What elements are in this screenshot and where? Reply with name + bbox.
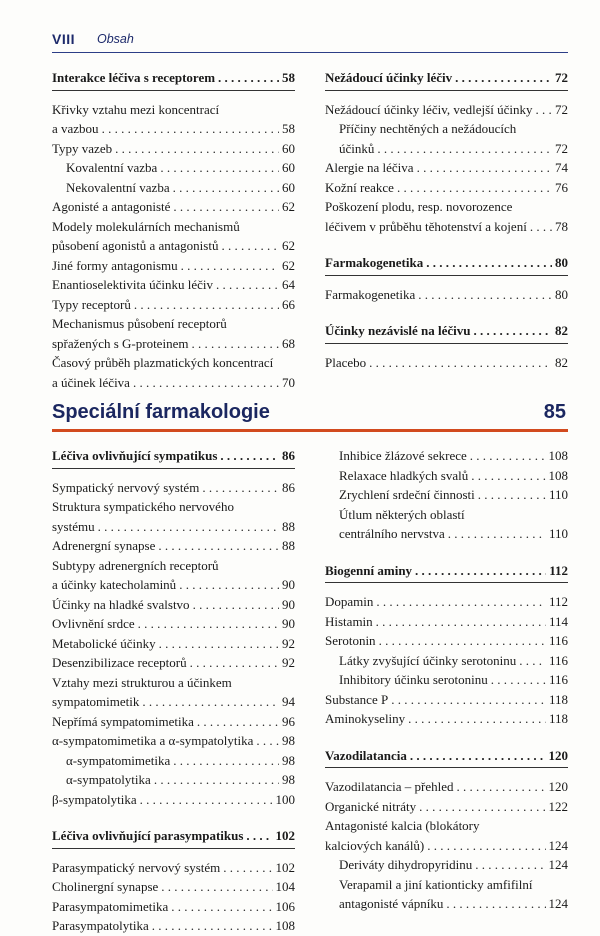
toc-entry-page: 92: [282, 655, 295, 670]
leader-dots: [173, 178, 279, 198]
toc-entry-label: Agonisté a antagonisté: [52, 199, 171, 214]
leader-dots: [191, 334, 279, 354]
toc-entry-label: Zrychlení srdeční činnosti: [339, 487, 475, 502]
toc-entry-page: 80: [555, 286, 568, 302]
leader-dots: [410, 746, 546, 766]
toc-entry-page: 118: [548, 691, 568, 707]
toc-entry-label: Histamin: [325, 613, 373, 629]
toc-entry-label: Relaxace hladkých svalů: [339, 467, 469, 483]
leader-dots: [202, 478, 279, 498]
toc-section-heading[interactable]: [52, 68, 295, 91]
toc-entry[interactable]: [52, 178, 295, 198]
toc-entry[interactable]: [52, 575, 295, 595]
toc-entry-label: Farmakogenetika: [325, 255, 424, 270]
toc-entry-label: Vazodilatancia – přehled: [325, 779, 454, 794]
leader-dots: [158, 536, 279, 556]
toc-entry[interactable]: [52, 692, 295, 712]
toc-entry-page: 60: [282, 160, 295, 175]
toc-entry[interactable]: [52, 139, 295, 159]
toc-entry-page: 60: [282, 179, 295, 195]
toc-entry-label: Enantioselektivita účinku léčiv: [52, 277, 214, 292]
toc-entry-text: Modely molekulárních mechanismů: [52, 218, 240, 234]
leader-dots: [197, 712, 279, 732]
toc-entry-label: Inhibitory účinku serotoninu: [339, 672, 488, 687]
toc-entry-label: Parasympatický nervový systém: [52, 859, 221, 875]
toc-entry-page: 102: [275, 828, 295, 843]
toc-entry[interactable]: [325, 353, 568, 373]
toc-entry-label: α-sympatomimetika a α-sympatolytika: [52, 733, 254, 748]
spacer: [325, 729, 568, 746]
leader-dots: [193, 595, 279, 615]
toc-entry-page: 82: [555, 354, 568, 370]
leader-dots: [369, 353, 552, 373]
toc-entry-page: 110: [548, 487, 568, 502]
leader-dots: [530, 217, 552, 237]
leader-dots: [220, 446, 279, 466]
toc-entry-text: Časový průběh plazmatických koncentrací: [52, 355, 274, 370]
toc-entry-text: Verapamil a jiní kationticky amfifilní: [339, 876, 533, 892]
toc-entry[interactable]: [52, 536, 295, 556]
toc-entry-label: a účinky katecholaminů: [52, 577, 177, 592]
toc-entry-page: 64: [282, 277, 295, 292]
toc-entry-page: 68: [282, 335, 295, 351]
leader-dots: [160, 158, 279, 178]
leader-dots: [134, 295, 279, 315]
toc-entry-label: Nežádoucí účinky léčiv, vedlejší účinky: [325, 101, 533, 117]
toc-entry-label: Farmakogenetika: [325, 286, 416, 302]
leader-dots: [397, 178, 552, 198]
toc-entry[interactable]: [52, 197, 295, 217]
spacer: [325, 236, 568, 253]
leader-dots: [181, 256, 279, 276]
toc-entry-label: sympatomimetik: [52, 694, 140, 709]
toc-entry-page: 72: [555, 140, 568, 156]
toc-entry-text: Křivky vztahu mezi koncentrací: [52, 101, 220, 117]
toc-entry[interactable]: [325, 158, 568, 178]
leader-dots: [159, 634, 279, 654]
toc-entry-label: Nepřímá sympatomimetika: [52, 713, 194, 729]
toc-entry-label: spřažených s G-proteinem: [52, 335, 189, 351]
toc-entry-page: 108: [548, 467, 568, 483]
toc-entry-label: α-sympatolytika: [66, 772, 151, 787]
toc-entry-text: Poškození plodu, resp. novorozence: [325, 199, 513, 214]
toc-entry-label: Metabolické účinky: [52, 635, 156, 651]
leader-dots: [471, 466, 545, 486]
toc-entry-page: 98: [282, 733, 295, 748]
spacer: [325, 304, 568, 321]
toc-entry-page: 108: [275, 918, 295, 933]
toc-entry[interactable]: [52, 517, 295, 537]
toc-entry-label: Kožní reakce: [325, 179, 394, 195]
toc-entry-page: 124: [548, 896, 568, 911]
toc-entry[interactable]: [52, 858, 295, 878]
toc-entry-page: 58: [282, 121, 295, 136]
leader-dots: [140, 790, 273, 810]
toc-entry[interactable]: [325, 690, 568, 710]
leader-dots: [535, 100, 552, 120]
toc-entry-page: 92: [282, 635, 295, 651]
leader-dots: [218, 68, 279, 88]
leader-dots: [475, 855, 545, 875]
toc-entry-label: Placebo: [325, 354, 367, 370]
toc-entry-label: Jiné formy antagonismu: [52, 257, 178, 273]
toc-entry[interactable]: [52, 595, 295, 615]
toc-entry-label: Vazodilatancia: [325, 747, 407, 763]
toc-entry-page: 60: [282, 140, 295, 156]
toc-entry-page: 80: [555, 255, 568, 270]
toc-entry-page: 112: [548, 594, 568, 609]
toc-entry-page: 120: [548, 779, 568, 794]
toc-entry-page: 106: [275, 898, 295, 914]
toc-entry[interactable]: [52, 373, 295, 393]
toc-entry-label: systému: [52, 518, 95, 534]
leader-dots: [223, 858, 272, 878]
toc-entry[interactable]: [52, 158, 295, 178]
part-heading: [52, 401, 568, 432]
toc-entry-label: Parasympatolytika: [52, 918, 149, 933]
toc-entry-page: 98: [282, 772, 295, 787]
leader-dots: [256, 731, 279, 751]
toc-entry-label: Sympatický nervový systém: [52, 479, 200, 495]
toc-section-heading[interactable]: [325, 68, 568, 91]
leader-dots: [457, 777, 546, 797]
running-title: Obsah: [97, 32, 134, 46]
toc-entry[interactable]: [52, 295, 295, 315]
toc-entry-page: 98: [282, 752, 295, 768]
leader-dots: [138, 614, 279, 634]
toc-entry-page: 110: [548, 526, 568, 541]
toc-entry-label: Typy receptorů: [52, 296, 131, 312]
toc-column-bottom-right: [325, 446, 568, 914]
toc-entry-label: a účinek léčiva: [52, 374, 130, 390]
toc-entry[interactable]: [52, 653, 295, 673]
page-number: VIII: [52, 31, 76, 47]
toc-entry[interactable]: [52, 634, 295, 654]
leader-dots: [427, 836, 545, 856]
toc-entry-page: 120: [548, 747, 568, 763]
toc-entry[interactable]: [52, 614, 295, 634]
toc-entry-label: Parasympatomimetika: [52, 898, 169, 914]
toc-entry[interactable]: [325, 797, 568, 817]
toc-section-heading[interactable]: [325, 321, 568, 344]
leader-dots: [470, 446, 546, 466]
leader-dots: [133, 373, 279, 393]
toc-entry-label: Alergie na léčiva: [325, 160, 414, 175]
leader-dots: [173, 197, 279, 217]
toc-entry[interactable]: [325, 709, 568, 729]
toc-section-heading[interactable]: [325, 746, 568, 769]
leader-dots: [455, 68, 552, 88]
toc-entry-page: 122: [548, 798, 568, 814]
toc-entry-page: 88: [282, 538, 295, 553]
toc-entry[interactable]: [52, 751, 295, 771]
toc-entry-label: Substance P: [325, 691, 389, 707]
toc-entry-label: antagonisté vápníku: [339, 896, 444, 911]
toc-entry-page: 78: [555, 218, 568, 234]
leader-dots: [152, 916, 273, 936]
spacer: [52, 809, 295, 826]
toc-entry[interactable]: [52, 236, 295, 256]
toc-entry[interactable]: [52, 119, 295, 139]
page-header: [52, 30, 568, 53]
toc-entry-page: 62: [282, 199, 295, 214]
toc-entry[interactable]: [325, 631, 568, 651]
toc-entry-page: 104: [275, 879, 295, 894]
toc-entry-label: Nekovalentní vazba: [66, 179, 170, 195]
toc-entry-page: 124: [548, 857, 568, 872]
toc-section-heading[interactable]: [52, 826, 295, 849]
toc-entry-page: 62: [282, 257, 295, 273]
leader-dots: [142, 692, 279, 712]
toc-entry-label: Desenzibilizace receptorů: [52, 655, 187, 670]
leader-dots: [154, 770, 279, 790]
leader-dots: [246, 826, 272, 846]
leader-dots: [491, 670, 546, 690]
toc-entry[interactable]: [325, 651, 568, 671]
toc-entry-page: 88: [282, 518, 295, 534]
toc-entry-page: 116: [548, 633, 568, 648]
toc-entry-page: 116: [548, 672, 568, 687]
toc-entry-page: 62: [282, 238, 295, 253]
leader-dots: [190, 653, 279, 673]
leader-dots: [418, 285, 552, 305]
toc-entry-label: Inhibice žlázové sekrece: [339, 448, 467, 463]
toc-entry[interactable]: [325, 670, 568, 690]
leader-dots: [179, 575, 279, 595]
toc-entry-label: léčivem v průběhu těhotenství a kojení: [325, 218, 527, 234]
toc-entry-page: 96: [282, 713, 295, 729]
toc-entry-label: Účinky na hladké svalstvo: [52, 596, 190, 612]
leader-dots: [216, 275, 279, 295]
toc-entry-text: Útlum některých oblastí: [339, 506, 465, 522]
leader-dots: [391, 690, 546, 710]
toc-section-heading[interactable]: [325, 561, 568, 584]
toc-entry[interactable]: [325, 524, 568, 544]
toc-entry[interactable]: [325, 466, 568, 486]
toc-entry-text: Vztahy mezi strukturou a účinkem: [52, 674, 232, 690]
toc-entry-text: Mechanismus působení receptorů: [52, 316, 227, 331]
toc-entry-page: 86: [282, 448, 295, 463]
toc-entry-page: 94: [282, 694, 295, 709]
toc-entry[interactable]: [325, 285, 568, 305]
toc-entry-label: Organické nitráty: [325, 798, 417, 814]
leader-dots: [419, 797, 545, 817]
toc-entry[interactable]: [325, 139, 568, 159]
toc-entry[interactable]: [52, 916, 295, 936]
toc-section-heading[interactable]: [52, 446, 295, 469]
toc-entry[interactable]: [52, 334, 295, 354]
toc-entry[interactable]: [52, 897, 295, 917]
part-page-number: 85: [543, 401, 566, 423]
leader-dots: [98, 517, 279, 537]
toc-entry-label: Kovalentní vazba: [66, 160, 158, 175]
toc-entry-label: Aminokyseliny: [325, 711, 406, 726]
part-title: Speciální farmakologie: [52, 401, 270, 423]
toc-entry-page: 100: [275, 791, 295, 807]
toc-column-bottom-left: [52, 446, 295, 936]
leader-dots: [448, 524, 546, 544]
toc-entry-text: Struktura sympatického nervového: [52, 499, 234, 514]
leader-dots: [426, 253, 552, 273]
toc-entry[interactable]: [52, 790, 295, 810]
leader-dots: [115, 139, 279, 159]
toc-entry-label: Léčiva ovlivňující parasympatikus: [52, 828, 244, 843]
toc-entry[interactable]: [52, 275, 295, 295]
toc-entry-page: 74: [555, 160, 568, 175]
leader-dots: [474, 321, 552, 341]
toc-entry-page: 124: [548, 837, 568, 853]
toc-entry-page: 108: [548, 448, 568, 463]
toc-entry[interactable]: [52, 731, 295, 751]
toc-entry-label: Adrenergní synapse: [52, 538, 156, 553]
toc-entry-text: Subtypy adrenergních receptorů: [52, 557, 219, 573]
toc-column-top-right: [325, 68, 568, 372]
toc-entry[interactable]: [325, 836, 568, 856]
leader-dots: [102, 119, 279, 139]
leader-dots: [376, 592, 546, 612]
toc-entry-page: 90: [282, 577, 295, 592]
toc-entry[interactable]: [325, 855, 568, 875]
toc-entry[interactable]: [52, 256, 295, 276]
toc-entry[interactable]: [52, 877, 295, 897]
leader-dots: [417, 158, 552, 178]
leader-dots: [171, 897, 272, 917]
leader-dots: [377, 139, 552, 159]
toc-entry-label: účinků: [339, 140, 375, 156]
toc-entry-page: 86: [282, 479, 295, 495]
leader-dots: [221, 236, 279, 256]
leader-dots: [519, 651, 546, 671]
toc-entry-page: 72: [555, 101, 568, 117]
toc-entry-page: 72: [555, 70, 568, 85]
leader-dots: [446, 894, 545, 914]
toc-entry[interactable]: [325, 592, 568, 612]
toc-entry[interactable]: [325, 217, 568, 237]
toc-entry-label: Deriváty dihydropyridinu: [339, 857, 473, 872]
leader-dots: [173, 751, 279, 771]
toc-entry-label: Biogenní aminy: [325, 562, 413, 578]
toc-entry-page: 58: [282, 70, 295, 85]
toc-entry-label: Serotonin: [325, 633, 376, 648]
toc-entry-page: 70: [282, 374, 295, 390]
toc-entry-label: α-sympatomimetika: [66, 752, 171, 768]
leader-dots: [379, 631, 546, 651]
toc-entry[interactable]: [52, 712, 295, 732]
leader-dots: [415, 561, 546, 581]
toc-entry[interactable]: [52, 770, 295, 790]
toc-entry-label: Účinky nezávislé na léčivu: [325, 323, 471, 338]
toc-entry-label: Látky zvyšující účinky serotoninu: [339, 652, 517, 668]
toc-entry-page: 82: [555, 323, 568, 338]
toc-entry[interactable]: [325, 178, 568, 198]
toc-entry[interactable]: [325, 777, 568, 797]
toc-entry-label: centrálního nervstva: [339, 526, 445, 541]
toc-entry-label: a vazbou: [52, 121, 99, 136]
toc-entry-label: Léčiva ovlivňující sympatikus: [52, 448, 218, 463]
toc-entry-page: 102: [275, 859, 295, 875]
toc-entry[interactable]: [325, 612, 568, 632]
toc-entry-text: Příčiny nechtěných a nežádoucích: [339, 121, 517, 136]
toc-entry-page: 112: [549, 562, 568, 578]
toc-entry-label: působení agonistů a antagonistů: [52, 238, 219, 253]
toc-entry-label: β-sympatolytika: [52, 791, 137, 807]
leader-dots: [478, 485, 546, 505]
toc-entry-label: kalciových kanálů): [325, 837, 425, 853]
toc-entry-label: Cholinergní synapse: [52, 879, 159, 894]
spacer: [325, 544, 568, 561]
toc-entry-page: 118: [548, 711, 568, 726]
toc-entry-page: 90: [282, 596, 295, 612]
toc-entry-page: 114: [548, 613, 568, 629]
toc-entry-page: 76: [555, 179, 568, 195]
toc-section-heading[interactable]: [325, 253, 568, 276]
leader-dots: [408, 709, 546, 729]
toc-entry[interactable]: [325, 100, 568, 120]
toc-entry-label: Interakce léčiva s receptorem: [52, 70, 216, 85]
toc-entry-page: 66: [282, 296, 295, 312]
leader-dots: [161, 877, 272, 897]
toc-entry-label: Nežádoucí účinky léčiv: [325, 70, 453, 85]
toc-entry-label: Dopamin: [325, 594, 374, 609]
toc-entry-page: 116: [548, 652, 568, 668]
toc-entry-label: Typy vazeb: [52, 140, 113, 156]
toc-entry[interactable]: [325, 485, 568, 505]
toc-entry[interactable]: [52, 478, 295, 498]
leader-dots: [376, 612, 546, 632]
toc-entry-text: Antagonisté kalcia (blokátory: [325, 818, 480, 833]
toc-entry-label: Ovlivnění srdce: [52, 616, 135, 631]
toc-entry[interactable]: [325, 446, 568, 466]
toc-column-top-left: [52, 68, 295, 392]
toc-entry-page: 90: [282, 616, 295, 631]
toc-entry[interactable]: [325, 894, 568, 914]
